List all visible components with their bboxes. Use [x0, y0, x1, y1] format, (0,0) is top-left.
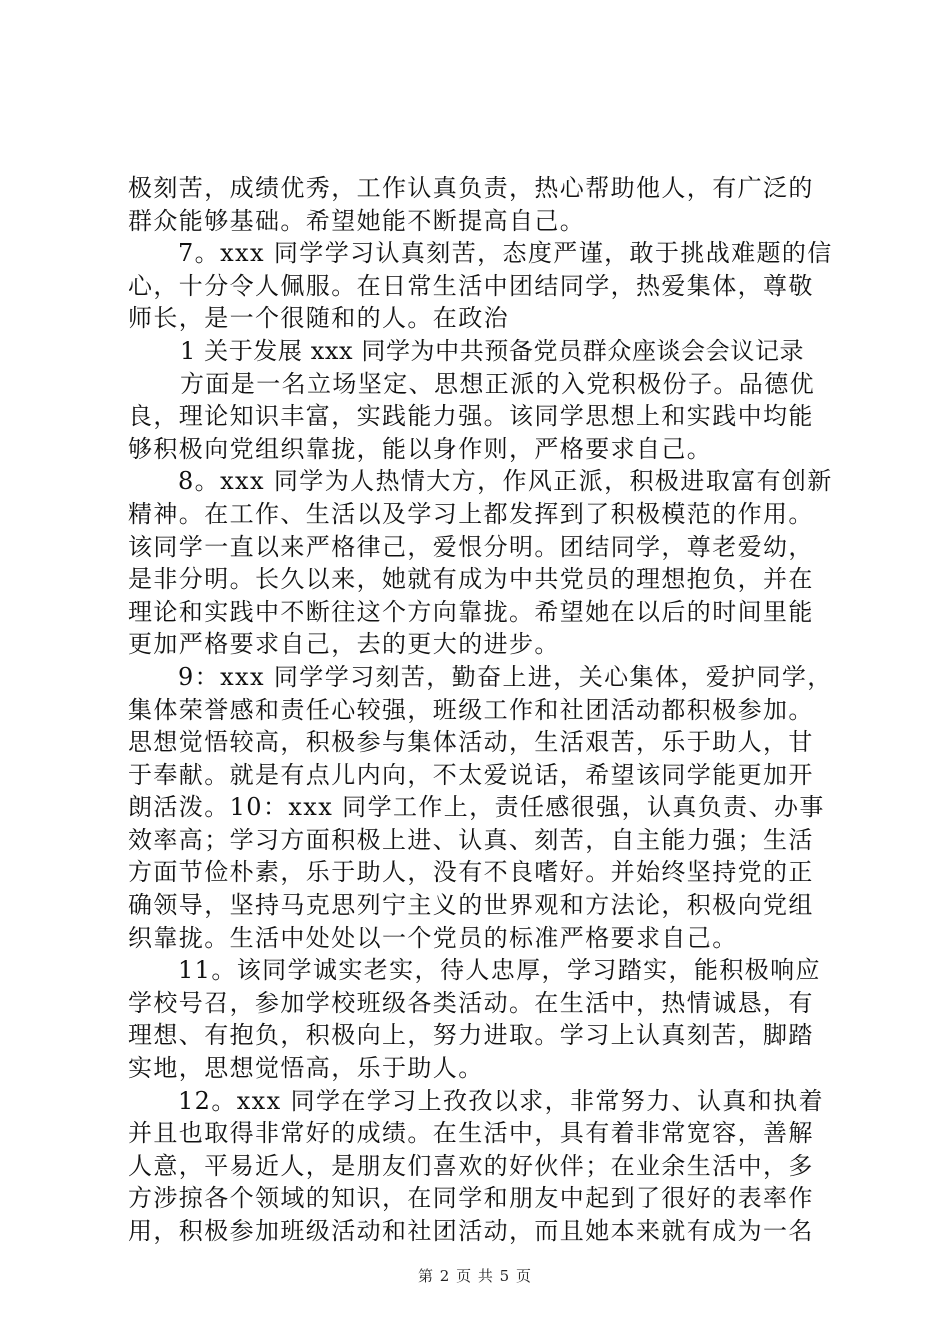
paragraph-9-start: 9：xxx 同学学习刻苦，勤奋上进，关心集体，爱护同学， — [178, 662, 833, 691]
text-line: 理论和实践中不断往这个方向靠拢。希望她在以后的时间里能 — [128, 597, 814, 626]
paragraph-7-start: 7。xxx 同学学习认真刻苦，态度严谨，敢于挑战难题的信 — [178, 239, 833, 268]
text-line: 良，理论知识丰富，实践能力强。该同学思想上和实践中均能 — [128, 402, 814, 431]
text-line: 方面节俭朴素，乐于助人，没有不良嗜好。并始终坚持党的正 — [128, 858, 814, 887]
text-line: 思想觉悟较高，积极参与集体活动，生活艰苦，乐于助人，甘 — [128, 728, 814, 757]
text-line: 学校号召，参加学校班级各类活动。在生活中，热情诚恳，有 — [128, 988, 814, 1017]
text-line: 方涉掠各个领域的知识，在同学和朋友中起到了很好的表率作 — [128, 1184, 814, 1213]
text-line: 够积极向党组织靠拢，能以身作则，严格要求自己。 — [128, 434, 713, 463]
text-line: 确领导，坚持马克思列宁主义的世界观和方法论，积极向党组 — [128, 891, 814, 920]
text-line: 更加严格要求自己，去的更大的进步。 — [128, 630, 560, 659]
text-line: 人意，平易近人，是朋友们喜欢的好伙伴；在业余生活中，多 — [128, 1151, 814, 1180]
paragraph-12-start: 12。xxx 同学在学习上孜孜以求，非常努力、认真和执着 — [178, 1086, 824, 1115]
text-line: 理想、有抱负，积极向上，努力进取。学习上认真刻苦，脚踏 — [128, 1021, 814, 1050]
text-line: 效率高；学习方面积极上进、认真、刻苦，自主能力强；生活 — [128, 825, 814, 854]
text-line: 实地，思想觉悟高，乐于助人。 — [128, 1054, 484, 1083]
text-line: 群众能够基础。希望她能不断提高自己。 — [128, 206, 586, 235]
text-line: 该同学一直以来严格律己，爱恨分明。团结同学，尊老爱幼， — [128, 532, 814, 561]
text-line: 师长，是一个很随和的人。在政治 — [128, 304, 509, 333]
paragraph-8-start: 8。xxx 同学为人热情大方，作风正派，积极进取富有创新 — [178, 467, 833, 496]
text-line: 集体荣誉感和责任心较强，班级工作和社团活动都积极参加。 — [128, 695, 814, 724]
text-line: 心，十分令人佩服。在日常生活中团结同学，热爱集体，尊敬 — [128, 271, 814, 300]
text-line: 极刻苦，成绩优秀，工作认真负责，热心帮助他人，有广泛的 — [128, 174, 814, 202]
text-line: 用，积极参加班级活动和社团活动，而且她本来就有成为一名 — [128, 1217, 814, 1245]
document-body — [128, 172, 833, 1248]
text-line: 并且也取得非常好的成绩。在生活中，具有着非常宽容，善解 — [128, 1119, 814, 1148]
text-line: 织靠拢。生活中处处以一个党员的标准严格要求自己。 — [128, 923, 738, 952]
text-line: 是非分明。长久以来，她就有成为中共党员的理想抱负，并在 — [128, 565, 814, 594]
text-line: 方面是一名立场坚定、思想正派的入党积极份子。品德优 — [180, 369, 815, 398]
text-line: 于奉献。就是有点儿内向，不太爱说话，希望该同学能更加开 — [128, 760, 814, 789]
text-line: 朗活泼。10：xxx 同学工作上，责任感很强，认真负责、办事 — [128, 793, 825, 822]
text-line: 精神。在工作、生活以及学习上都发挥到了积极模范的作用。 — [128, 499, 814, 528]
paragraph-11-start: 11。该同学诚实老实，待人忠厚，学习踏实，能积极响应 — [178, 956, 821, 985]
page-number-footer: 第 2 页 共 5 页 — [418, 1267, 532, 1285]
running-header-line: 1 关于发展 xxx 同学为中共预备党员群众座谈会会议记录 — [180, 336, 805, 365]
